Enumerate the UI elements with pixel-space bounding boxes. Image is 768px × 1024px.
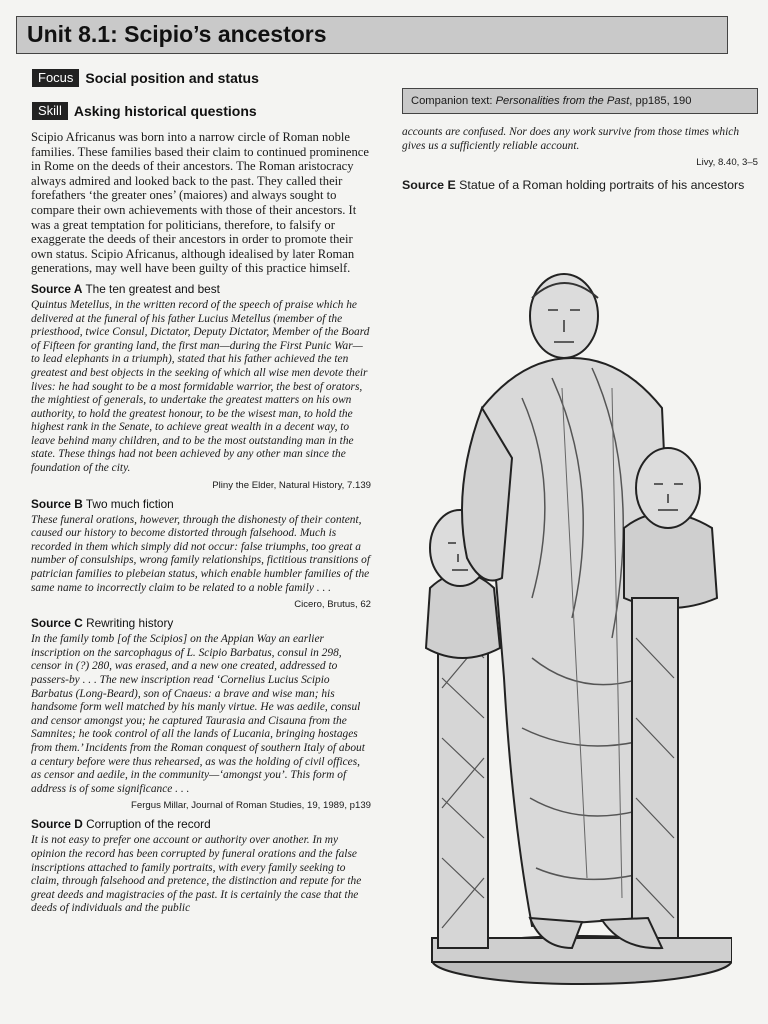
source-a-citation: Pliny the Elder, Natural History, 7.139	[212, 479, 371, 491]
skill-row	[32, 102, 257, 120]
companion-title: Personalities from the Past	[495, 95, 630, 107]
unit-title-bar	[16, 16, 728, 54]
companion-prefix: Companion text:	[411, 95, 496, 107]
companion-pages: , pp185, 190	[629, 95, 692, 107]
source-d-heading	[31, 817, 371, 831]
source-d-label: Source D	[31, 817, 83, 832]
source-c-citation: Fergus Millar, Journal of Roman Studies, 19, 1989, p139	[131, 800, 371, 812]
left-column	[31, 130, 371, 916]
statue-illustration	[412, 258, 732, 998]
source-a-heading	[31, 282, 371, 296]
source-e-label: Source E	[402, 178, 456, 193]
intro-paragraph: Scipio Africanus was born into a narrow circle of Roman noble families. These families based their claim to continued prominence in Rome on the deeds of their ancestors. The Roman aristocracy always admired and looked back to the past. They called their forefathers ‘the greater ones’ (maiores) and always sought to compare their own achievements with those of their ancestors. It was a great temptation for politicians, therefore, to falsify or exaggerate the deeds of their ancestors in order to promote their own status. Scipio Africanus, although idealised by later Roman generations, may well have been guilty of this practice himself.	[31, 130, 369, 276]
source-c-title: Rewriting history	[86, 616, 174, 631]
source-d-body: It is not easy to prefer one account or authority over another. In my opinion the record has been corrupted by funeral orations and the false inscriptions attached to family portraits, with every family seeking to claim, through falsehood and pretence, the distinction and repute for the great deeds and magistracies of the past. It is certainly the case that the deeds of individuals and the public	[31, 834, 362, 915]
skill-tag: Skill	[32, 102, 68, 120]
source-e-title: Statue of a Roman holding portraits of his ancestors	[459, 178, 745, 193]
source-d-continuation: accounts are confused. Nor does any work survive from those times which gives us a sufficiently reliable account.	[402, 126, 740, 152]
source-b-body: These funeral orations, however, through the dishonesty of their content, caused our history to become distorted through falsehood. Much is recorded in them which simply did not occur: false triumphs, too great a number of consulships, wrong family relationships, fictitious transitions of patrician families to plebeian status, which enable humbler families of the same name to incorrectly claim to be related to a noble family . . .	[31, 513, 370, 594]
right-column	[402, 126, 758, 193]
unit-title: Unit 8.1: Scipio’s ancestors	[27, 21, 327, 47]
source-d-title: Corruption of the record	[86, 817, 211, 832]
source-a-body: Quintus Metellus, in the written record of the speech of praise which he delivered at the funeral of his father Lucius Metellus (member of the priesthood, twice Consul, Dictator, Deputy Dictator, Member of the Board of Fifteen for granting land, the first man—during the First Punic War—to lead elephants in a triumph), stated that his father achieved the ten greatest and best objects in the seeking of which all wise men devote their lives: he had sought to be a most formidable warrior, the best of orators, the mightiest of generals, to undertake the greatest matters on his own authority, to hold the greatest honour, to be the wisest man, to hold the highest rank in the Senate, to achieve great wealth in a decent way, to leave behind many children, and to be the most outstanding man in the state. These things had not been achieved by any other man since the foundation of the city.	[31, 298, 370, 475]
source-d-citation: Livy, 8.40, 3–5	[696, 157, 758, 169]
source-a-title: The ten greatest and best	[85, 281, 220, 296]
source-b-heading	[31, 497, 371, 511]
skill-text: Asking historical questions	[73, 103, 257, 119]
source-e-heading	[402, 178, 758, 193]
focus-tag: Focus	[32, 69, 79, 87]
focus-text: Social position and status	[85, 70, 259, 86]
source-c-heading	[31, 616, 371, 630]
source-a-label: Source A	[31, 281, 83, 296]
source-b-title: Two much fiction	[85, 496, 174, 511]
source-c-label: Source C	[31, 616, 83, 631]
companion-text-box	[402, 88, 758, 114]
source-c-body: In the family tomb [of the Scipios] on the Appian Way an earlier inscription on the sarcophagus of L. Scipio Barbatus, consul in 298, censor in (?) 280, was erased, and a new one created, addressed to passers-by . . . The new inscription read ‘Cornelius Lucius Scipio Barbatus (Long-Beard), son of Cnaeus: a brave and wise man; his handsome form well matched by his manly virtue. He was aedile, consul and censor amongst you; he captured Taurasia and Cisauna from the Samnites; he took control of all the lands of Lucania, bringing hostages from them.’ Incidents from the Roman conquest of southern Italy of about a century before were thus rehearsed, as was the holding of civil offices, as censor and aedile, in the community—‘amongst you’. This form of address is of some significance . . .	[31, 633, 365, 795]
source-b-citation: Cicero, Brutus, 62	[294, 599, 371, 611]
focus-row	[32, 69, 259, 87]
source-b-label: Source B	[31, 496, 83, 511]
